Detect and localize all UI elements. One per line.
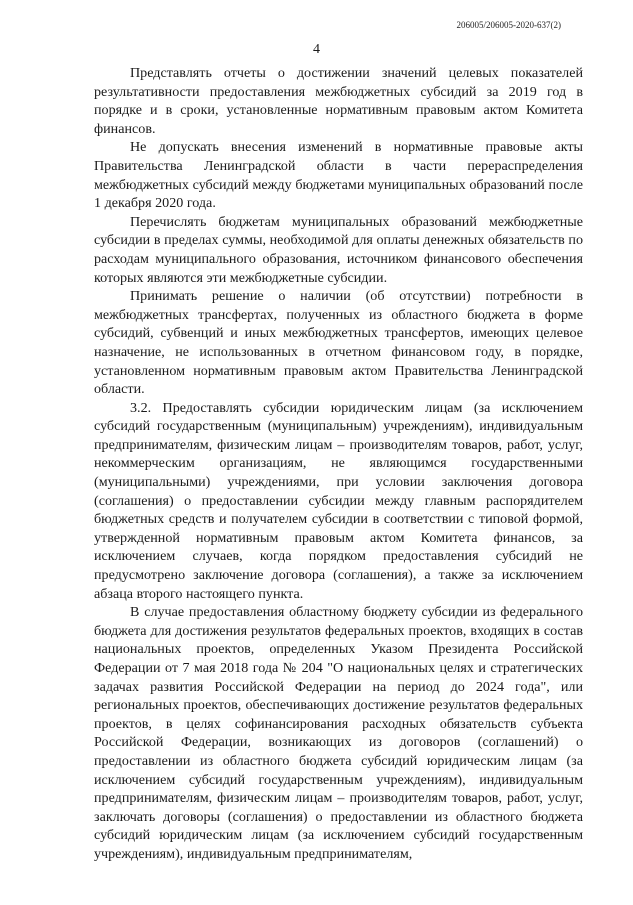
paragraph-federal-subsidy: В случае предоставления областному бюджету субсидии из федерального бюджета для достижения результатов федеральных проектов, входящих в состав национальных проектов, определенных Указом Президента Российской Федерации от 7 мая 2018 года № 204 "О национальных целях и стратегических задачах развития Российской Федерации на период до 2024 года", или региональных проектов, обеспечивающих достижение результатов федеральных проектов, в целях софинансирования расходных обязательств субъекта Российской Федерации, возникающих из договоров (соглашений) о предоставлении из областного бюджета субсидий юридическим лицам (за исключением субсидий государственным учреждениям), индивидуальным предпринимателям, физическим лицам – производителям товаров, работ, услуг, заключать договоры (соглашения) о предоставлении из областного бюджета субсидий юридическим лицам (за исключением субсидий государственным учреждениям), индивидуальным предпринимателям,	[94, 604, 583, 862]
document-body	[94, 64, 583, 864]
paragraph-reporting: Представлять отчеты о достижении значений целевых показателей результативности предоставления межбюджетных субсидий за 2019 год в порядке и в сроки, установленные нормативным правовым актом Комитета финансов.	[94, 65, 583, 137]
document-id: 206005/206005-2020-637(2)	[456, 20, 561, 30]
page-number: 4	[313, 42, 320, 57]
paragraph-transfer: Перечислять бюджетам муниципальных образований межбюджетные субсидии в пределах суммы, необходимой для оплаты денежных обязательств по расходам муниципального образования, источником финансового обеспечения которых являются эти межбюджетные субсидии.	[94, 213, 583, 286]
paragraph-no-changes: Не допускать внесения изменений в нормативные правовые акты Правительства Ленинградской области в части перераспределения межбюджетных субсидий между бюджетами муниципальных образований после 1 декабря 2020 года.	[94, 139, 583, 212]
paragraph-decision: Принимать решение о наличии (об отсутствии) потребности в межбюджетных трансфертах, полученных из областного бюджета в форме субсидий, субвенций и иных межбюджетных трансфертов, имеющих целевое назначение, не использованных в отчетном финансовом году, в порядке, установленном нормативным правовым актом Правительства Ленинградской области.	[94, 288, 583, 398]
paragraph-section-3-2: 3.2. Предоставлять субсидии юридическим лицам (за исключением субсидий государственным (муниципальным) учреждениям), индивидуальным предпринимателям, физическим лицам – производителям товаров, работ, услуг, некоммерческим организациям, не являющимся государственными (муниципальными) учреждениями, при условии заключения договора (соглашения) о предоставлении субсидии между главным распорядителем бюджетных средств и получателем субсидии в соответствии с типовой формой, утвержденной нормативным правовым актом Комитета финансов, за исключением случаев, когда порядком предоставления субсидий не предусмотрено заключение договора (соглашения), а также за исключением абзаца второго настоящего пункта.	[94, 399, 583, 602]
